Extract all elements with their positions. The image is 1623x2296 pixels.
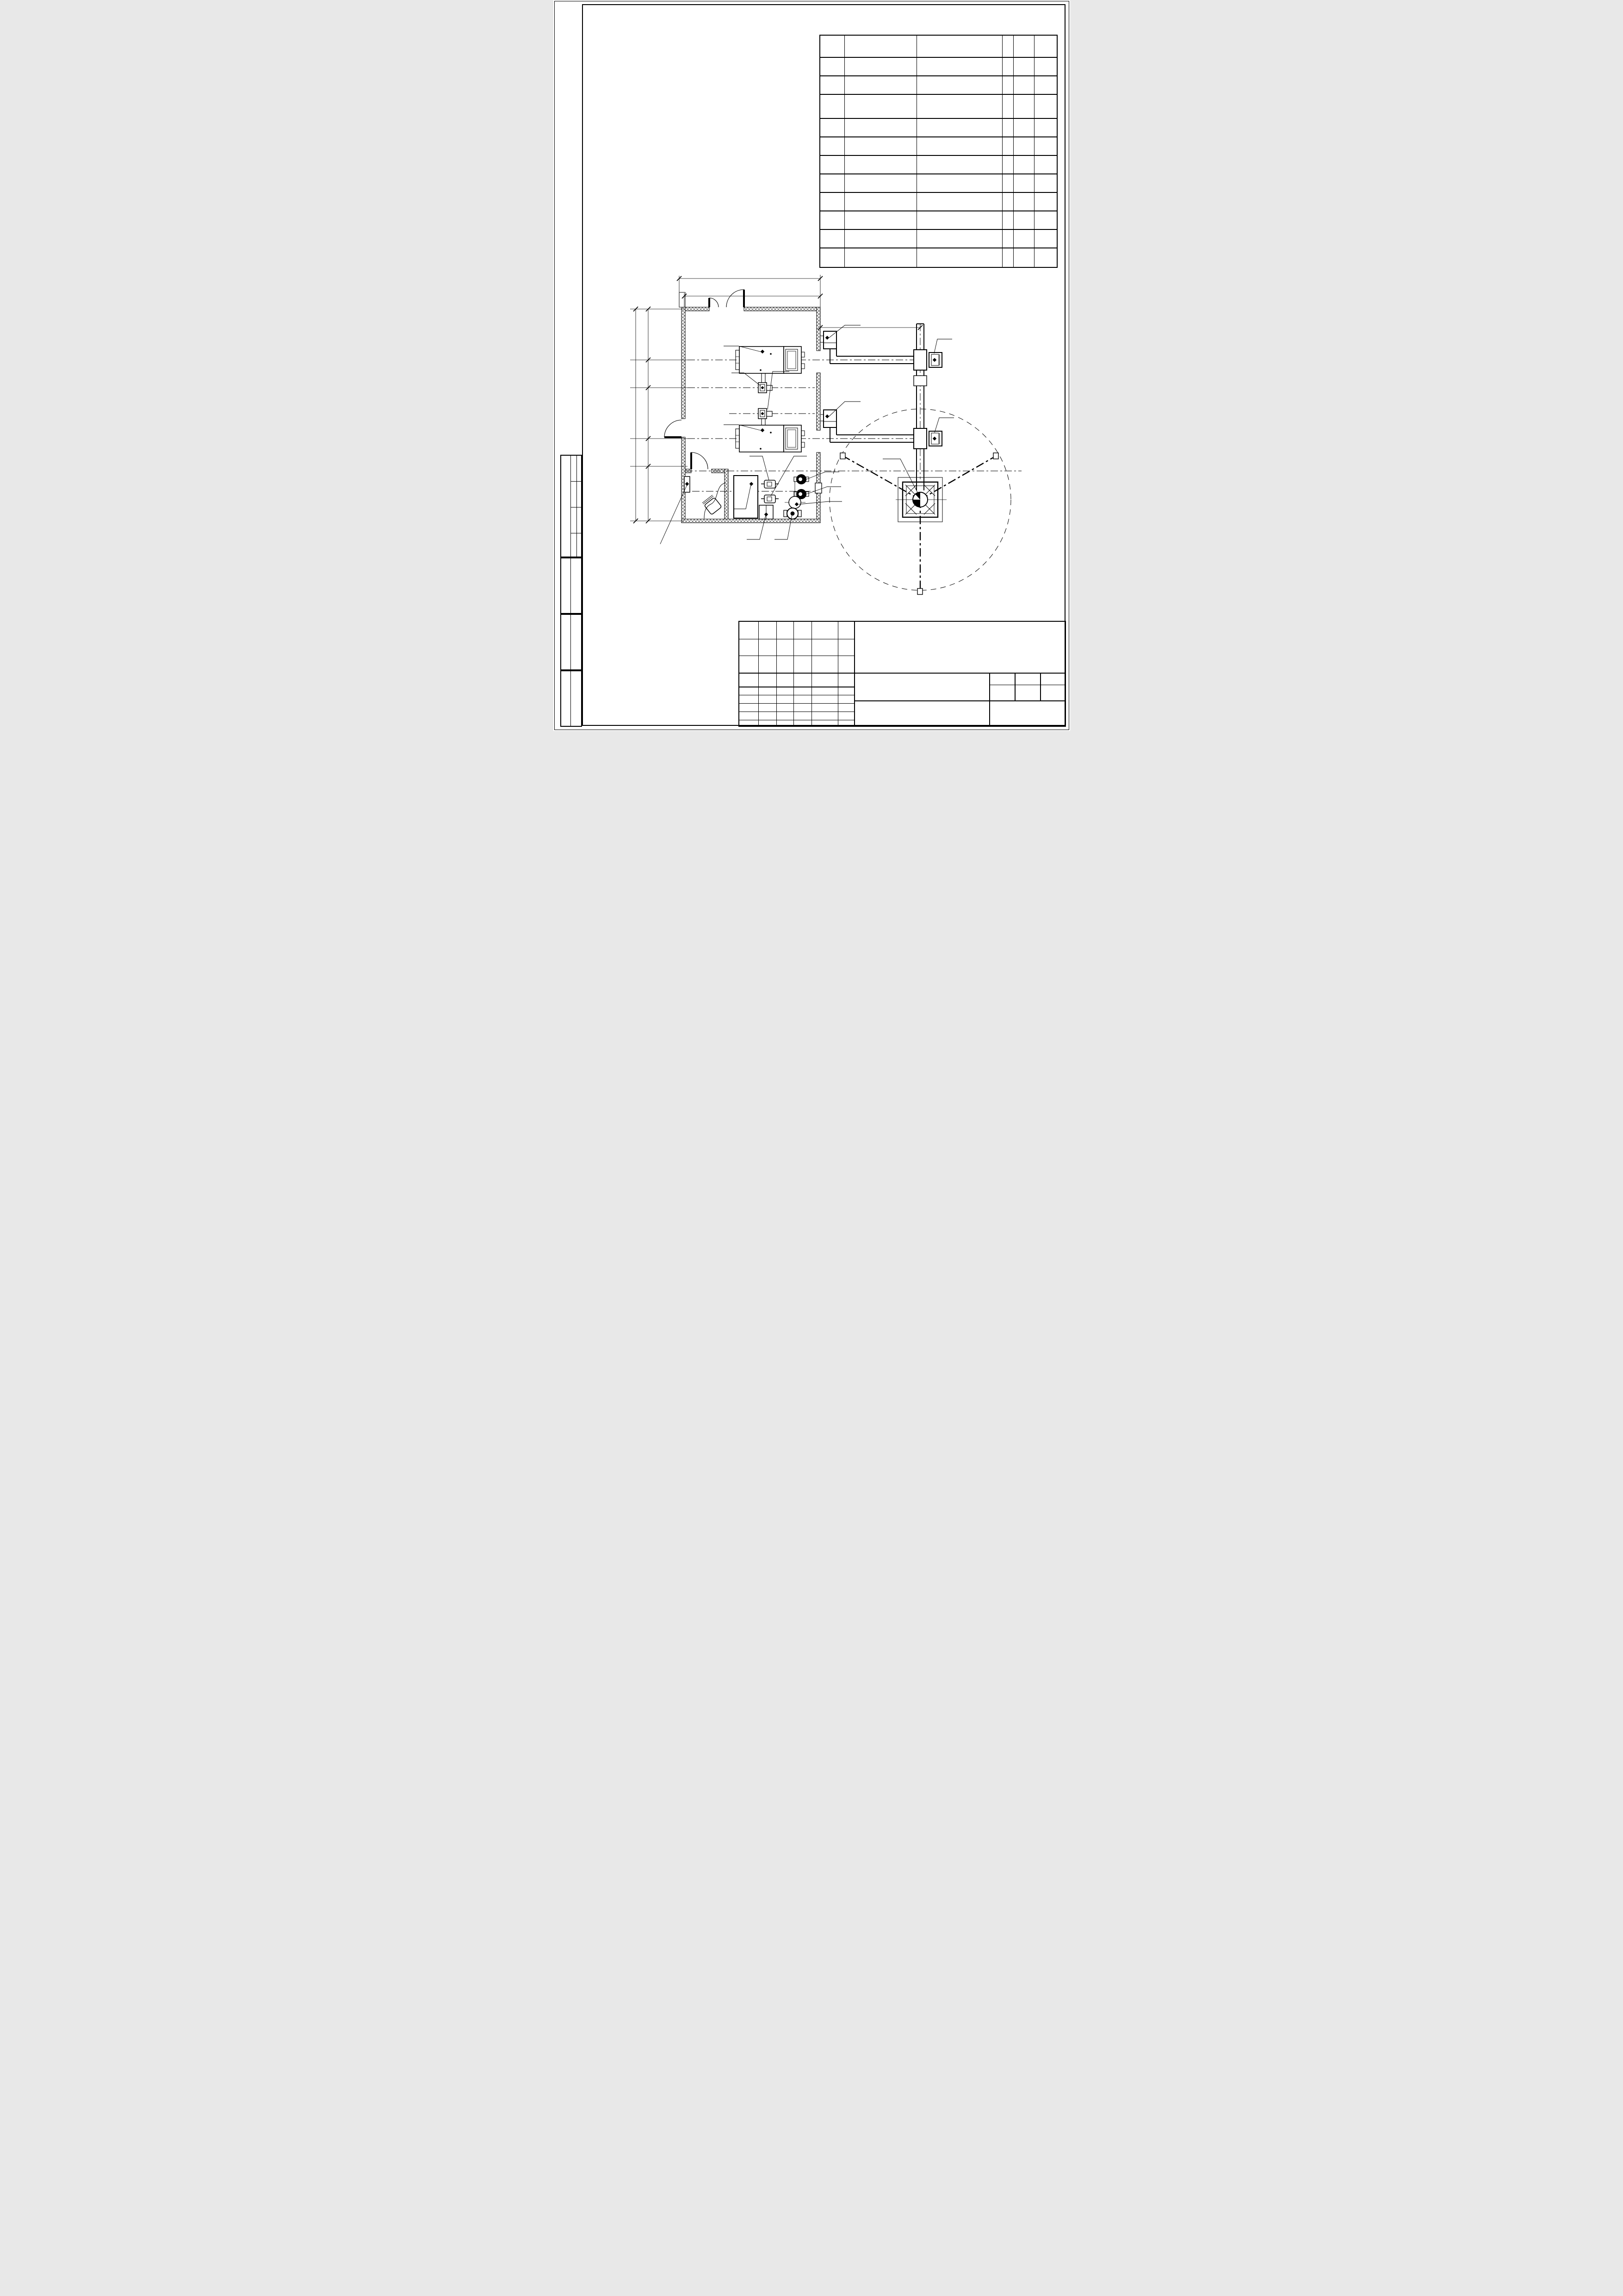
ash-collector-2 <box>820 410 836 427</box>
stamp-vzam <box>560 557 582 614</box>
drawing-sheet <box>553 0 1070 731</box>
tb-doc-title <box>854 700 989 726</box>
table-row <box>820 137 845 156</box>
axis-lines <box>685 324 1022 491</box>
floor-plan <box>623 267 1030 625</box>
tb-col-ndok <box>793 673 812 687</box>
smoke-exhauster-2 <box>929 431 942 446</box>
dirt-filter <box>784 508 801 519</box>
tb-sheet-number <box>1015 685 1040 700</box>
col-header-designation <box>845 36 917 58</box>
stamp-agreed <box>560 455 582 557</box>
table-row <box>820 58 845 76</box>
spec-table <box>819 35 1058 268</box>
tb-col-koluch <box>758 673 776 687</box>
boiler-2 <box>736 425 805 452</box>
dimension-ticks <box>633 276 923 523</box>
tb-col-data <box>838 673 854 687</box>
col-header-pos <box>820 36 845 58</box>
col-header-note <box>1035 36 1057 58</box>
air-fan-2 <box>758 408 772 425</box>
table-row <box>820 156 845 174</box>
table-row <box>820 248 845 267</box>
col-header-mass <box>1014 36 1035 58</box>
guy-wires <box>843 456 996 590</box>
table-row <box>820 211 845 230</box>
table-row <box>820 119 845 137</box>
guy-anchors <box>840 453 998 594</box>
table-row <box>820 193 845 211</box>
tb-col-podp <box>812 673 838 687</box>
table-row <box>820 76 845 95</box>
operator-desk <box>702 483 725 519</box>
col-header-name <box>917 36 1003 58</box>
tb-col-izm <box>739 673 758 687</box>
table-row <box>820 174 845 193</box>
duct-coupling <box>914 376 927 386</box>
tb-project-name <box>854 673 989 700</box>
tb-sheet-label <box>1015 673 1040 685</box>
table-row <box>820 95 845 119</box>
water-treatment-unit <box>759 505 773 519</box>
stamp-podp <box>560 614 582 670</box>
chimney <box>913 492 928 507</box>
wall-sleeve <box>815 483 822 493</box>
smoke-exhauster-1 <box>929 353 942 367</box>
tb-stage-value <box>989 685 1015 700</box>
tb-sheets-label <box>1040 673 1065 685</box>
stamp-inv <box>560 670 582 727</box>
duct-junction-1 <box>914 350 927 370</box>
title-block <box>738 621 1066 727</box>
water-tank <box>734 476 758 518</box>
col-header-qty <box>1003 36 1014 58</box>
table-row <box>820 230 845 248</box>
duct-junction-2 <box>914 428 927 449</box>
boiler-1 <box>736 347 805 373</box>
doors <box>664 290 744 469</box>
tb-col-list <box>776 673 793 687</box>
tb-stage-label <box>989 673 1015 685</box>
feed-pump-2 <box>761 495 779 503</box>
flue-ducts <box>830 324 924 490</box>
